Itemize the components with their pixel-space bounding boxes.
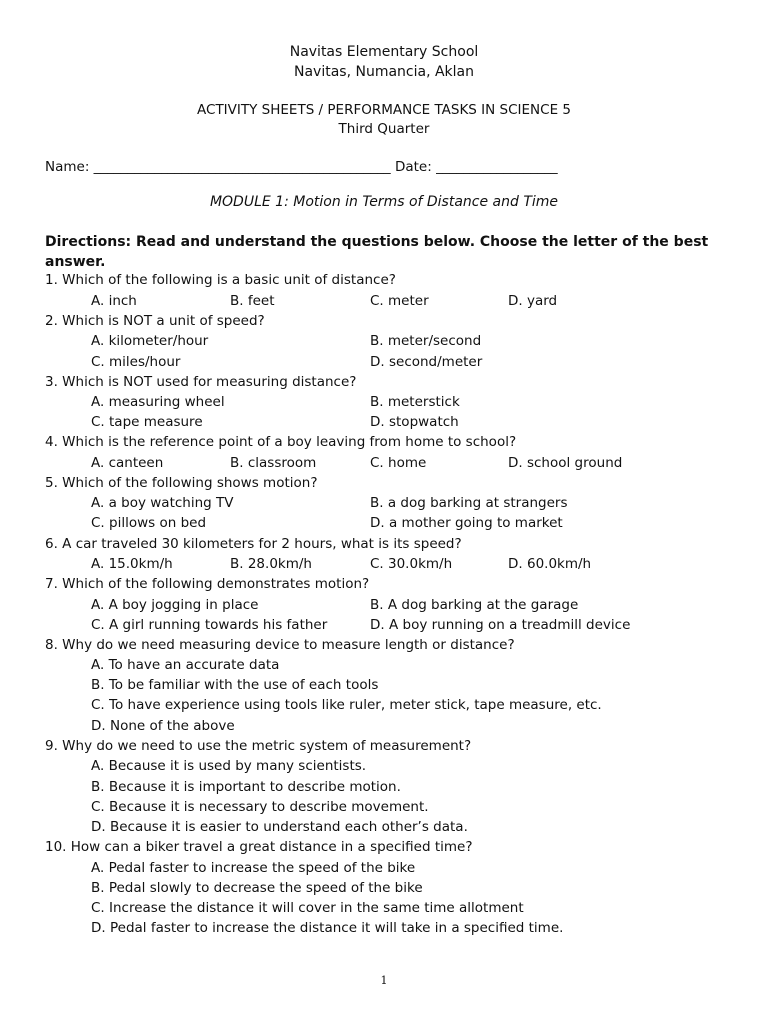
answer-option: D. None of the above: [91, 718, 235, 734]
directions: Directions: Read and understand the questions below. Choose the letter of the best answer.: [45, 234, 709, 270]
answer-option: C. To have experience using tools like ruler, meter stick, tape measure, etc.: [91, 697, 602, 713]
answer-option: B. classroom: [230, 455, 317, 471]
question-text: 3. Which is NOT used for measuring distance?: [45, 374, 357, 390]
answer-option: C. pillows on bed: [91, 515, 207, 531]
answer-option: B. 28.0km/h: [230, 556, 312, 572]
module-title: MODULE 1: Motion in Terms of Distance and Time: [209, 194, 559, 210]
answer-option: A. 15.0km/h: [91, 556, 173, 572]
question-text: 4. Which is the reference point of a boy leaving from home to school?: [45, 434, 517, 450]
answer-option: D. yard: [508, 293, 558, 309]
answer-option: A. kilometer/hour: [91, 333, 209, 349]
answer-option: B. meterstick: [370, 394, 460, 410]
answer-option: D. second/meter: [370, 354, 483, 370]
page-number: 1: [380, 974, 388, 987]
answer-option: B. feet: [230, 293, 275, 309]
question-text: 10. How can a biker travel a great distance in a specified time?: [45, 839, 473, 855]
answer-option: A. inch: [91, 293, 137, 309]
answer-option: C. Increase the distance it will cover in the same time allotment: [91, 900, 524, 916]
answer-option: C. A girl running towards his father: [91, 617, 328, 633]
answer-option: B. To be familiar with the use of each tools: [91, 677, 379, 693]
worksheet-title: ACTIVITY SHEETS / PERFORMANCE TASKS IN SCIENCE 5: [197, 102, 571, 118]
name-date-line: Name: ____________________________________________ Date: __________________: [45, 159, 558, 175]
answer-option: D. school ground: [508, 455, 623, 471]
answer-option: A. a boy watching TV: [91, 495, 234, 511]
answer-option: D. Because it is easier to understand each other’s data.: [91, 819, 468, 835]
answer-option: C. miles/hour: [91, 354, 181, 370]
question-text: 9. Why do we need to use the metric system of measurement?: [45, 738, 472, 754]
question-text: 7. Which of the following demonstrates motion?: [45, 576, 370, 592]
answer-option: C. tape measure: [91, 414, 203, 430]
answer-option: A. Because it is used by many scientists.: [91, 758, 367, 774]
answer-option: A. To have an accurate data: [91, 657, 280, 673]
quarter-label: Third Quarter: [338, 121, 430, 137]
answer-option: A. A boy jogging in place: [91, 597, 259, 613]
answer-option: C. home: [370, 455, 427, 471]
answer-option: B. a dog barking at strangers: [370, 495, 568, 511]
answer-option: A. Pedal faster to increase the speed of the bike: [91, 860, 416, 876]
answer-option: B. A dog barking at the garage: [370, 597, 579, 613]
question-text: 5. Which of the following shows motion?: [45, 475, 318, 491]
answer-option: D. stopwatch: [370, 414, 459, 430]
question-text: 1. Which of the following is a basic unit of distance?: [45, 272, 396, 288]
answer-option: C. meter: [370, 293, 429, 309]
answer-option: B. Because it is important to describe motion.: [91, 779, 401, 795]
answer-option: B. meter/second: [370, 333, 482, 349]
answer-option: C. Because it is necessary to describe movement.: [91, 799, 429, 815]
question-text: 8. Why do we need measuring device to measure length or distance?: [45, 637, 515, 653]
question-text: 6. A car traveled 30 kilometers for 2 hours, what is its speed?: [45, 536, 462, 552]
answer-option: D. Pedal faster to increase the distance it will take in a specified time.: [91, 920, 564, 936]
answer-option: B. Pedal slowly to decrease the speed of the bike: [91, 880, 423, 896]
answer-option: D. a mother going to market: [370, 515, 563, 531]
answer-option: D. A boy running on a treadmill device: [370, 617, 631, 633]
school-name: Navitas Elementary School: [289, 44, 479, 60]
answer-option: A. measuring wheel: [91, 394, 225, 410]
answer-option: C. 30.0km/h: [370, 556, 453, 572]
school-address: Navitas, Numancia, Aklan: [293, 64, 475, 80]
question-text: 2. Which is NOT a unit of speed?: [45, 313, 265, 329]
answer-option: D. 60.0km/h: [508, 556, 592, 572]
answer-option: A. canteen: [91, 455, 164, 471]
